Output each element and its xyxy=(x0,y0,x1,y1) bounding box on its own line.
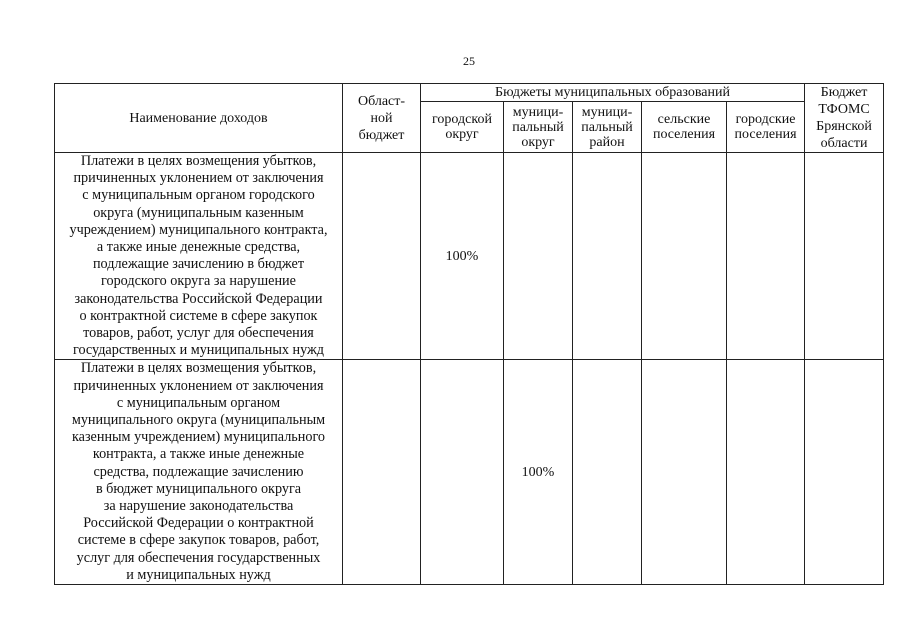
header-city-district: городской округ xyxy=(421,102,504,153)
header-municipal-district: муници- пальный округ xyxy=(504,102,573,153)
header-municipal-area: муници- пальный район xyxy=(573,102,642,153)
cell-rural-settlements xyxy=(642,360,727,585)
header-urban-settlements: городские поселения xyxy=(727,102,805,153)
cell-regional-budget xyxy=(343,153,421,360)
cell-urban-settlements xyxy=(727,153,805,360)
header-rural-settlements: сельские поселения xyxy=(642,102,727,153)
header-tfoms-budget: Бюджет ТФОМС Брянской области xyxy=(805,84,884,153)
cell-regional-budget xyxy=(343,360,421,585)
cell-rural-settlements xyxy=(642,153,727,360)
header-income-name: Наименование доходов xyxy=(55,84,343,153)
cell-tfoms-budget xyxy=(805,153,884,360)
row-income-name: Платежи в целях возмещения убытков, причиненных уклонением от заключения с муниципальным органом муниципального округа (муниципальным казенным учреждением) муниципального контракта, а также иные денежные средства, подлежащие зачислению в бюджет муниципального округа за нарушение законодательства Российской Федерации о контрактной системе в сфере закупок товаров, работ, услуг для обеспечения государственных и муниципальных нужд xyxy=(55,360,343,585)
page-number: 25 xyxy=(463,54,475,68)
table-row xyxy=(55,360,884,585)
income-distribution-table xyxy=(54,83,884,585)
cell-municipal-district xyxy=(504,153,573,360)
cell-municipal-district: 100% xyxy=(504,360,573,585)
cell-urban-settlements xyxy=(727,360,805,585)
cell-tfoms-budget xyxy=(805,360,884,585)
row-income-name: Платежи в целях возмещения убытков, причиненных уклонением от заключения с муниципальным органом городского округа (муниципальным казенным учреждением) муниципального контракта, а также иные денежные средства, подлежащие зачислению в бюджет городского округа за нарушение законодательства Российской Федерации о контрактной системе в сфере закупок товаров, работ, услуг для обеспечения государственных и муниципальных нужд xyxy=(55,153,343,360)
cell-municipal-area xyxy=(573,360,642,585)
cell-city-district xyxy=(421,360,504,585)
table-row xyxy=(55,153,884,360)
cell-city-district: 100% xyxy=(421,153,504,360)
cell-municipal-area xyxy=(573,153,642,360)
header-regional-budget: Област- ной бюджет xyxy=(343,84,421,153)
header-municipal-budgets: Бюджеты муниципальных образований xyxy=(421,84,805,102)
